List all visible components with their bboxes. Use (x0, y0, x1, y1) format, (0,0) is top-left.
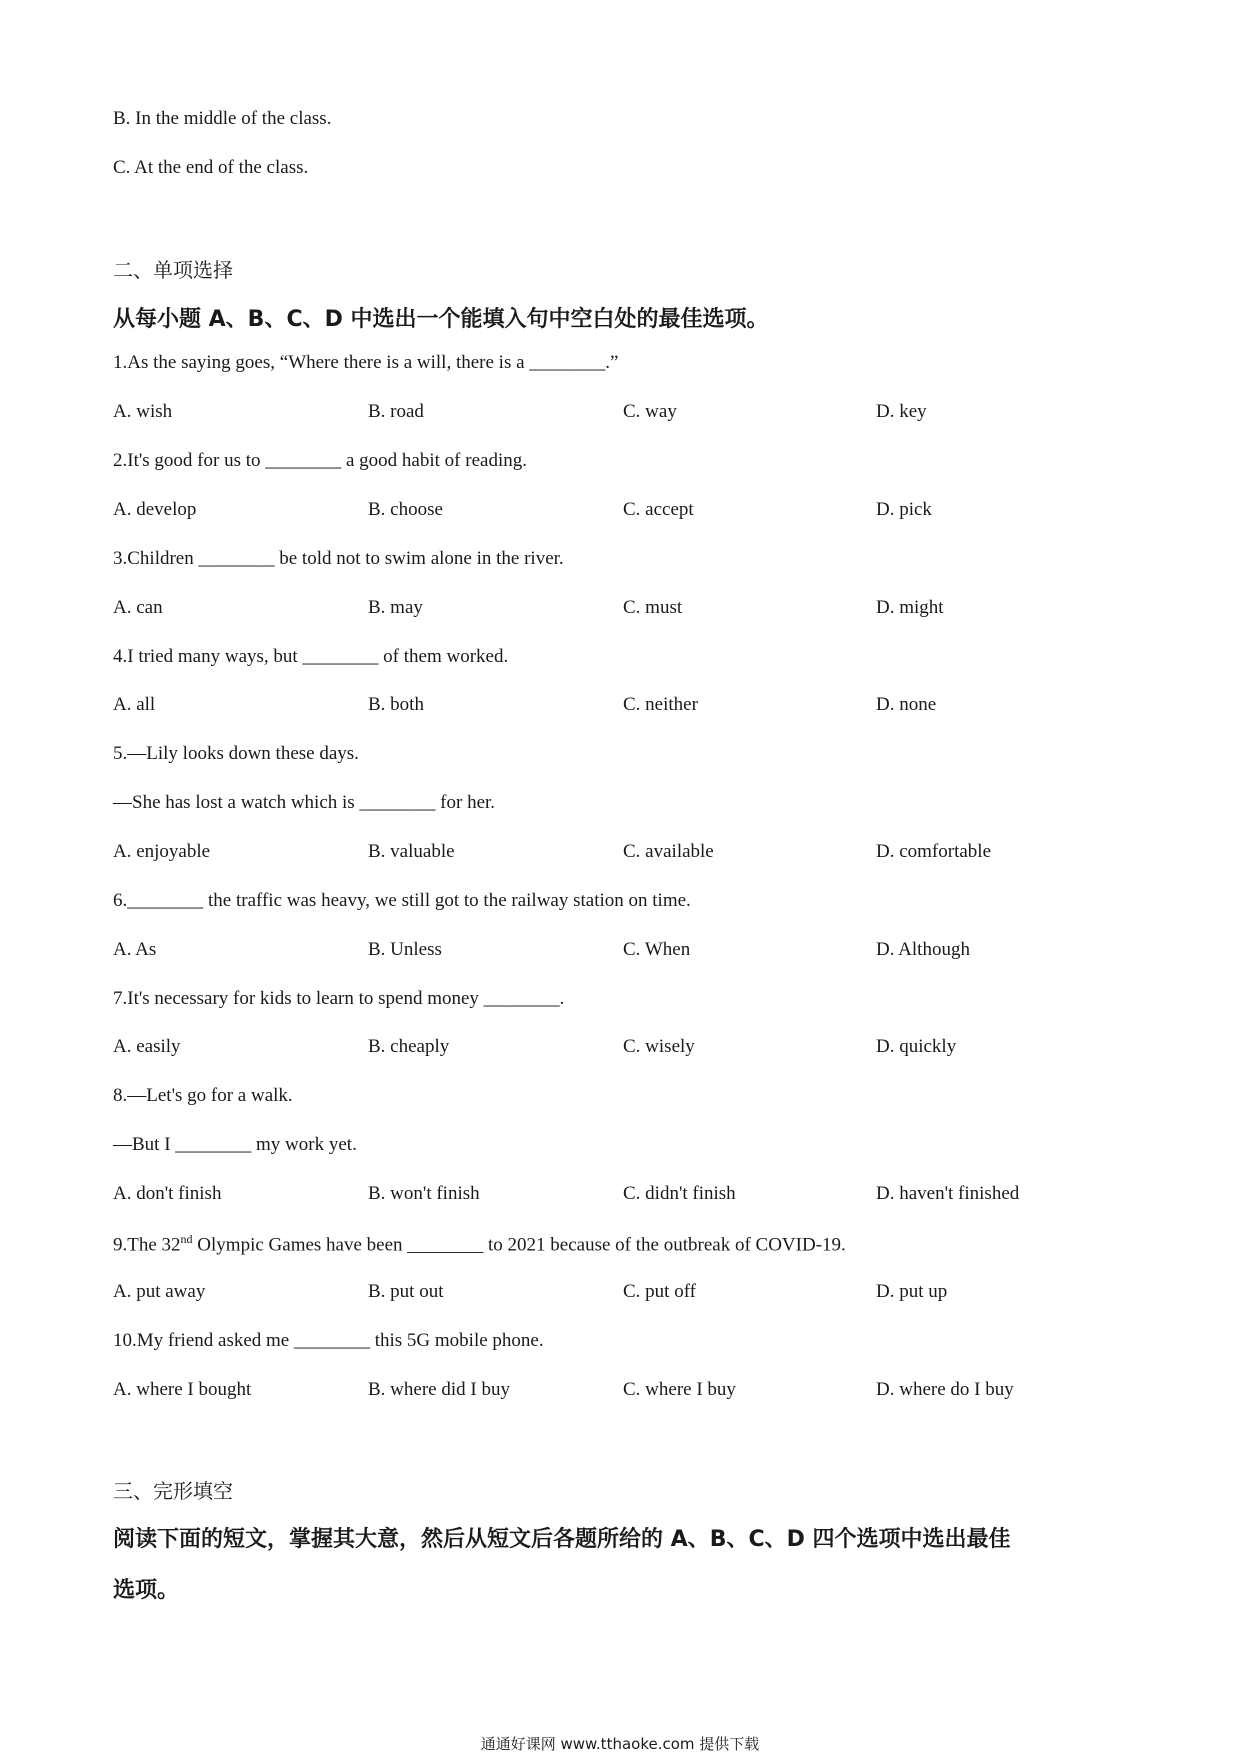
question-1-options (113, 401, 1133, 429)
question-2-option-b: B. choose (368, 499, 443, 520)
question-10-option-a: A. where I bought (113, 1379, 252, 1400)
question-6-option-a: A. As (113, 939, 157, 960)
question-8-stem-line-2: —But I ________ my work yet. (113, 1134, 357, 1155)
question-4-option-a: A. all (113, 694, 156, 715)
section-3-instruction-line-1: 阅读下面的短文，掌握其大意，然后从短文后各题所给的 A、B、C、D 四个选项中选出最佳 (113, 1527, 1011, 1552)
question-7-options (113, 1036, 1133, 1064)
question-2-option-d: D. pick (876, 499, 932, 520)
question-4-option-d: D. none (876, 694, 937, 715)
question-3-option-d: D. might (876, 597, 944, 618)
question-7-option-c: C. wisely (623, 1036, 695, 1057)
question-9-stem (113, 1232, 846, 1256)
question-7-option-d: D. quickly (876, 1036, 957, 1057)
question-8-options (113, 1183, 1133, 1211)
question-3-stem: 3.Children ________ be told not to swim alone in the river. (113, 548, 564, 569)
question-5-options (113, 841, 1133, 869)
section-3-instruction-line-2: 选项。 (113, 1578, 180, 1603)
question-8-stem-line-1: 8.—Let's go for a walk. (113, 1085, 293, 1106)
question-9-option-c: C. put off (623, 1281, 697, 1302)
section-2-heading: 二、单项选择 (113, 258, 233, 282)
question-2-option-a: A. develop (113, 499, 197, 520)
question-5-option-b: B. valuable (368, 841, 455, 862)
question-1-option-b: B. road (368, 401, 424, 422)
question-5-option-a: A. enjoyable (113, 841, 211, 862)
question-3-option-a: A. can (113, 597, 163, 618)
question-9-option-d: D. put up (876, 1281, 948, 1302)
question-7-stem: 7.It's necessary for kids to learn to spend money ________. (113, 988, 565, 1009)
question-10-option-d: D. where do I buy (876, 1379, 1014, 1400)
question-1-option-c: C. way (623, 401, 677, 422)
question-8-option-d: D. haven't finished (876, 1183, 1020, 1204)
question-9-option-b: B. put out (368, 1281, 444, 1302)
previous-option-c: C. At the end of the class. (113, 157, 309, 178)
question-10-options (113, 1379, 1133, 1407)
question-2-option-c: C. accept (623, 499, 694, 520)
question-1-option-d: D. key (876, 401, 927, 422)
previous-option-b: B. In the middle of the class. (113, 108, 332, 129)
question-4-option-b: B. both (368, 694, 424, 715)
section-3-heading: 三、完形填空 (113, 1479, 233, 1503)
question-8-option-b: B. won't finish (368, 1183, 480, 1204)
page-footer: 通通好课网 www.tthaoke.com 提供下载 (480, 1735, 760, 1753)
question-4-options (113, 694, 1133, 722)
question-9-stem-start: 9.The 32 (113, 1234, 181, 1256)
question-7-option-a: A. easily (113, 1036, 181, 1057)
question-4-stem: 4.I tried many ways, but ________ of them worked. (113, 646, 509, 667)
question-9-options (113, 1281, 1133, 1309)
question-4-option-c: C. neither (623, 694, 698, 715)
question-8-option-a: A. don't finish (113, 1183, 222, 1204)
question-5-stem-line-2: —She has lost a watch which is ________ for her. (113, 792, 496, 813)
question-10-stem: 10.My friend asked me ________ this 5G mobile phone. (113, 1330, 544, 1351)
question-6-option-b: B. Unless (368, 939, 442, 960)
section-2-instruction: 从每小题 A、B、C、D 中选出一个能填入句中空白处的最佳选项。 (113, 307, 769, 332)
question-5-option-d: D. comfortable (876, 841, 992, 862)
question-2-stem: 2.It's good for us to ________ a good habit of reading. (113, 450, 527, 471)
question-5-stem-line-1: 5.—Lily looks down these days. (113, 743, 359, 764)
question-3-option-c: C. must (623, 597, 683, 618)
question-3-options (113, 597, 1133, 625)
ordinal-superscript: nd (180, 1232, 193, 1246)
question-7-option-b: B. cheaply (368, 1036, 450, 1057)
question-10-option-b: B. where did I buy (368, 1379, 510, 1400)
question-9-stem-end: Olympic Games have been ________ to 2021 because of the outbreak of COVID-19. (192, 1234, 846, 1256)
question-8-option-c: C. didn't finish (623, 1183, 736, 1204)
question-9-option-a: A. put away (113, 1281, 206, 1302)
question-6-options (113, 939, 1133, 967)
question-5-option-c: C. available (623, 841, 714, 862)
question-2-options (113, 499, 1133, 527)
question-6-option-c: C. When (623, 939, 691, 960)
question-3-option-b: B. may (368, 597, 423, 618)
question-1-stem: 1.As the saying goes, “Where there is a will, there is a ________.” (113, 352, 619, 373)
question-10-option-c: C. where I buy (623, 1379, 736, 1400)
question-1-option-a: A. wish (113, 401, 173, 422)
question-6-option-d: D. Although (876, 939, 970, 960)
question-6-stem: 6.________ the traffic was heavy, we still got to the railway station on time. (113, 890, 691, 911)
